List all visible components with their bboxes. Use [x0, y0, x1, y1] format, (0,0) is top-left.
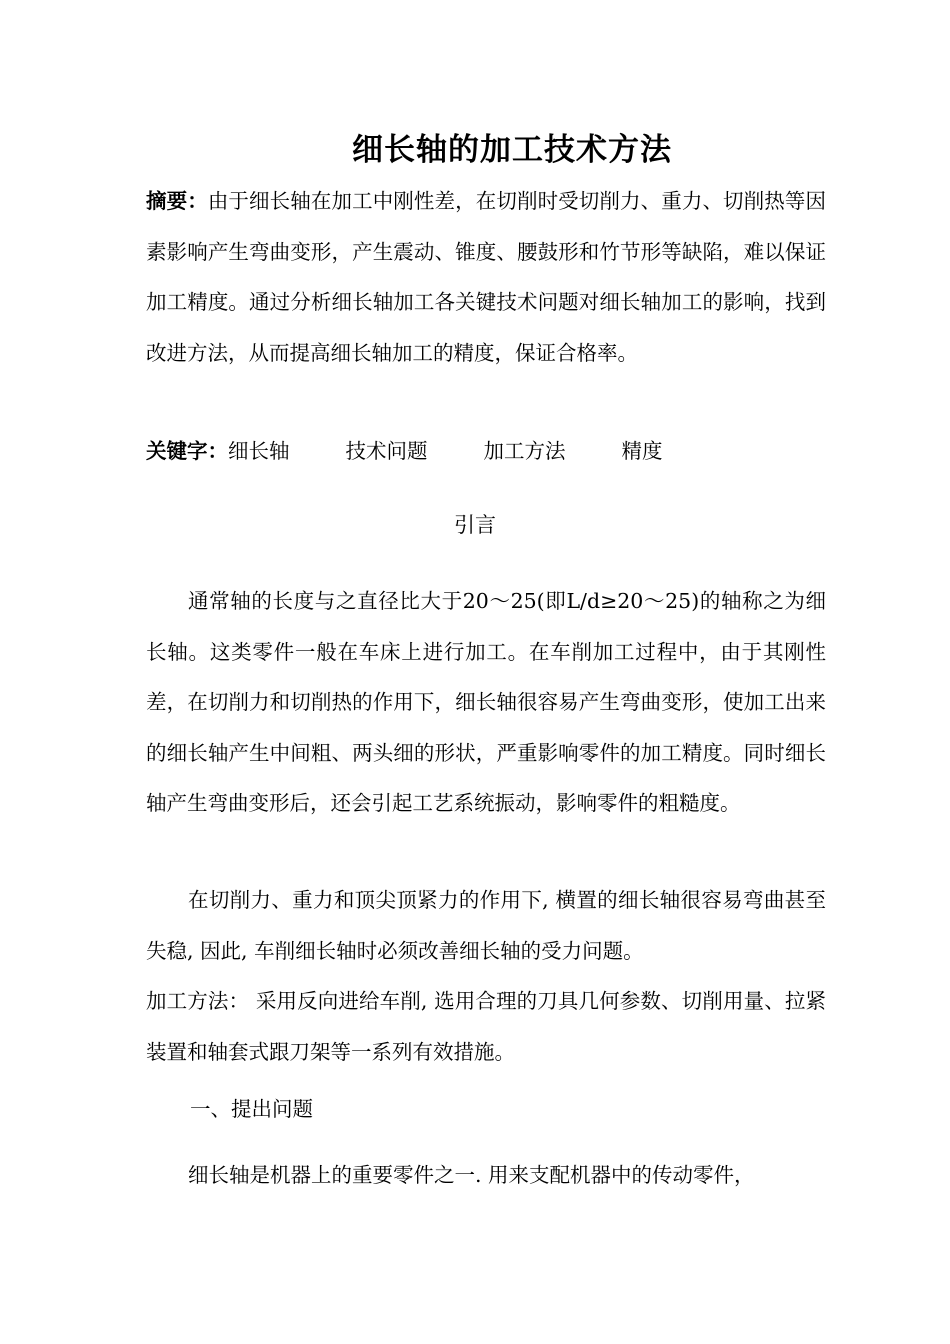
abstract-text: 由于细长轴在加工中刚性差，在切削时受切削力、重力、切削热等因素影响产生弯曲变形，产生震动、锥度、腰鼓形和竹节形等缺陷，难以保证加工精度。通过分析细长轴加工各关键技术问题对细长轴加工的影响，找到改进方法，从而提高细长轴加工的精度，保证合格率。 [146, 189, 826, 365]
keyword-item: 技术问题 [345, 439, 428, 463]
abstract-paragraph [146, 176, 826, 378]
intro-paragraph-block [146, 576, 826, 829]
intro-paragraph-1: 通常轴的长度与之直径比大于20～25(即L/d≥20～25)的轴称之为细长轴。这类零件一般在车床上进行加工。在车削加工过程中，由于其刚性差，在切削力和切削热的作用下，细长轴很容易产生弯曲变形，使加工出来的细长轴产生中间粗、两头细的形状，严重影响零件的加工精度。同时细长轴产生弯曲变形后，还会引起工艺系统振动，影响零件的粗糙度。 [146, 589, 826, 815]
intro-heading: 引言 [454, 513, 496, 537]
intro-paragraph-3: 加工方法： 采用反向进给车削, 选用合理的刀具几何参数、切削用量、拉紧装置和轴套式跟刀架等一系列有效措施。 [146, 989, 826, 1064]
intro-paragraph-block-2 [146, 875, 826, 1077]
section-1-heading: 一、提出问题 [190, 1097, 313, 1121]
keyword-item: 精度 [621, 439, 663, 463]
document-title: 细长轴的加工技术方法 [352, 132, 672, 168]
section-1-body [146, 1150, 826, 1201]
keyword-item: 加工方法 [483, 439, 566, 463]
keyword-item: 细长轴 [228, 439, 290, 463]
section-1-paragraph-1: 细长轴是机器上的重要零件之一. 用来支配机器中的传动零件， [188, 1163, 755, 1187]
keywords-line [146, 426, 663, 476]
intro-paragraph-2: 在切削力、重力和顶尖顶紧力的作用下, 横置的细长轴很容易弯曲甚至失稳, 因此, 车削细长轴时必须改善细长轴的受力问题。 [146, 888, 826, 963]
keywords-label: 关键字： [146, 439, 228, 463]
abstract-label: 摘要： [146, 189, 208, 213]
